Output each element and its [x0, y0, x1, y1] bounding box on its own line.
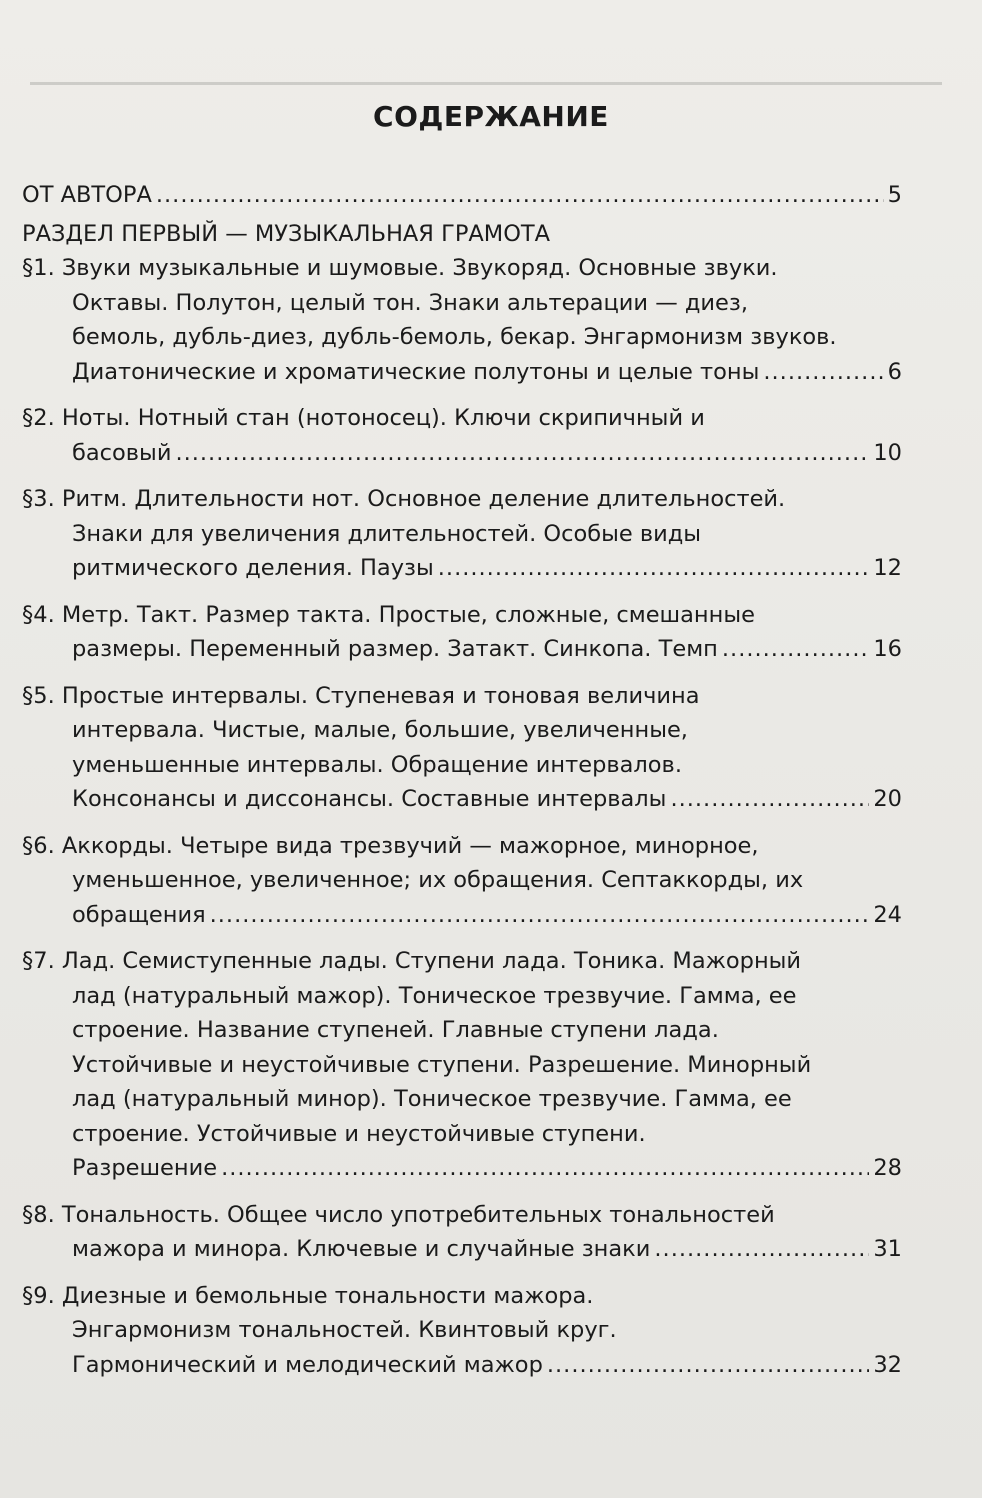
toc-page-number: 6	[887, 358, 902, 385]
toc-entry-label: Разрешение	[72, 1155, 218, 1181]
dot-leader	[221, 1151, 869, 1186]
toc-entry[interactable]	[22, 401, 902, 470]
toc-page-number: 24	[873, 901, 902, 928]
dot-leader	[547, 1348, 870, 1383]
toc-entry[interactable]	[22, 482, 902, 586]
dot-leader	[210, 898, 870, 933]
toc-entry[interactable]	[22, 829, 902, 933]
toc-entry-last-line	[22, 632, 902, 667]
toc-entry-label: Консонансы и диссонансы. Составные интервалы	[72, 786, 667, 812]
toc-entry-line: строение. Устойчивые и неустойчивые ступени.	[72, 1120, 646, 1147]
toc-entry-last-line	[22, 551, 902, 586]
toc-entry-line: Октавы. Полутон, целый тон. Знаки альтерации — диез,	[72, 289, 748, 316]
dot-leader	[156, 178, 884, 213]
toc-entry-last-line	[22, 782, 902, 817]
toc-page-number: 12	[873, 555, 902, 581]
toc-entries	[22, 251, 902, 1382]
toc-entry-line: интервала. Чистые, малые, большие, увеличенные,	[72, 717, 688, 743]
toc-entry-line: Энгармонизм тональностей. Квинтовый круг.	[72, 1317, 617, 1343]
toc-entry-line: §8. Тональность. Общее число употребительных тональностей	[22, 1201, 775, 1228]
toc-entry-label: Диатонические и хроматические полутоны и целые тоны	[72, 358, 760, 385]
toc-entry[interactable]	[22, 598, 902, 667]
toc-entry-last-line	[22, 436, 902, 471]
dot-leader	[175, 436, 869, 471]
toc-entry-label: басовый	[72, 439, 172, 466]
toc-entry-line: уменьшенное, увеличенное; их обращения. Септаккорды, их	[72, 867, 804, 893]
dot-leader	[438, 551, 870, 586]
dot-leader	[670, 782, 869, 817]
toc-entry-label: ОТ АВТОРА	[22, 182, 152, 208]
toc-entry-last-line	[22, 1151, 902, 1186]
toc-entry[interactable]	[22, 251, 902, 389]
toc-entry[interactable]	[22, 679, 902, 817]
top-rule	[30, 82, 942, 85]
toc-entry-line: Знаки для увеличения длительностей. Особые виды	[72, 520, 702, 547]
toc-entry-line: лад (натуральный мажор). Тоническое трезвучие. Гамма, ее	[72, 982, 797, 1009]
toc-page-number: 10	[873, 439, 902, 466]
toc-entry-label: мажора и минора. Ключевые и случайные знаки	[72, 1236, 651, 1262]
dot-leader	[722, 632, 869, 667]
toc-entry[interactable]	[22, 1279, 902, 1383]
section-heading: РАЗДЕЛ ПЕРВЫЙ — МУЗЫКАЛЬНАЯ ГРАМОТА	[22, 220, 551, 247]
toc-entry[interactable]	[22, 944, 902, 1186]
toc-page-number: 20	[873, 786, 902, 812]
toc-entry-last-line	[22, 1348, 902, 1383]
toc-entry-label: размеры. Переменный размер. Затакт. Синкопа. Темп	[72, 636, 718, 662]
toc-entry-line: §6. Аккорды. Четыре вида трезвучий — мажорное, минорное,	[22, 832, 759, 859]
toc-entry-label: ритмического деления. Паузы	[72, 555, 434, 581]
toc-entry-line: §1. Звуки музыкальные и шумовые. Звукоряд. Основные звуки.	[22, 255, 778, 281]
dot-leader	[763, 355, 883, 390]
toc-entry-line: §2. Ноты. Нотный стан (нотоносец). Ключи скрипичный и	[22, 405, 705, 431]
toc-entry[interactable]	[22, 1198, 902, 1267]
toc-entry-label: обращения	[72, 901, 206, 928]
table-of-contents	[22, 178, 902, 1382]
toc-page-number: 28	[873, 1155, 902, 1181]
toc-entry-last-line	[22, 1232, 902, 1267]
toc-page-number: 16	[873, 636, 902, 662]
dot-leader	[654, 1232, 869, 1267]
toc-entry-line: §9. Диезные и бемольные тональности мажора.	[22, 1282, 594, 1309]
toc-entry-last-line	[22, 898, 902, 933]
toc-entry-line: §3. Ритм. Длительности нот. Основное деление длительностей.	[22, 486, 786, 512]
toc-entry-line: §5. Простые интервалы. Ступеневая и тоновая величина	[22, 682, 700, 709]
page-title: СОДЕРЖАНИЕ	[373, 100, 609, 133]
toc-entry-line: §4. Метр. Такт. Размер такта. Простые, сложные, смешанные	[22, 601, 755, 628]
toc-entry-author[interactable]	[22, 178, 902, 213]
toc-entry-label: Гармонический и мелодический мажор	[72, 1351, 543, 1378]
toc-entry-line: строение. Название ступеней. Главные ступени лада.	[72, 1017, 719, 1043]
toc-page-number: 32	[873, 1351, 902, 1378]
toc-page-number: 31	[873, 1236, 902, 1262]
toc-page-number: 5	[887, 182, 902, 208]
toc-entry-line: §7. Лад. Семиступенные лады. Ступени лада. Тоника. Мажорный	[22, 948, 802, 974]
toc-entry-line: уменьшенные интервалы. Обращение интервалов.	[72, 751, 682, 778]
toc-entry-line: Устойчивые и неустойчивые ступени. Разрешение. Минорный	[72, 1051, 812, 1078]
toc-entry-last-line	[22, 355, 902, 390]
toc-entry-line: лад (натуральный минор). Тоническое трезвучие. Гамма, ее	[72, 1086, 792, 1112]
toc-entry-line: бемоль, дубль-диез, дубль-бемоль, бекар. Энгармонизм звуков.	[72, 324, 837, 350]
